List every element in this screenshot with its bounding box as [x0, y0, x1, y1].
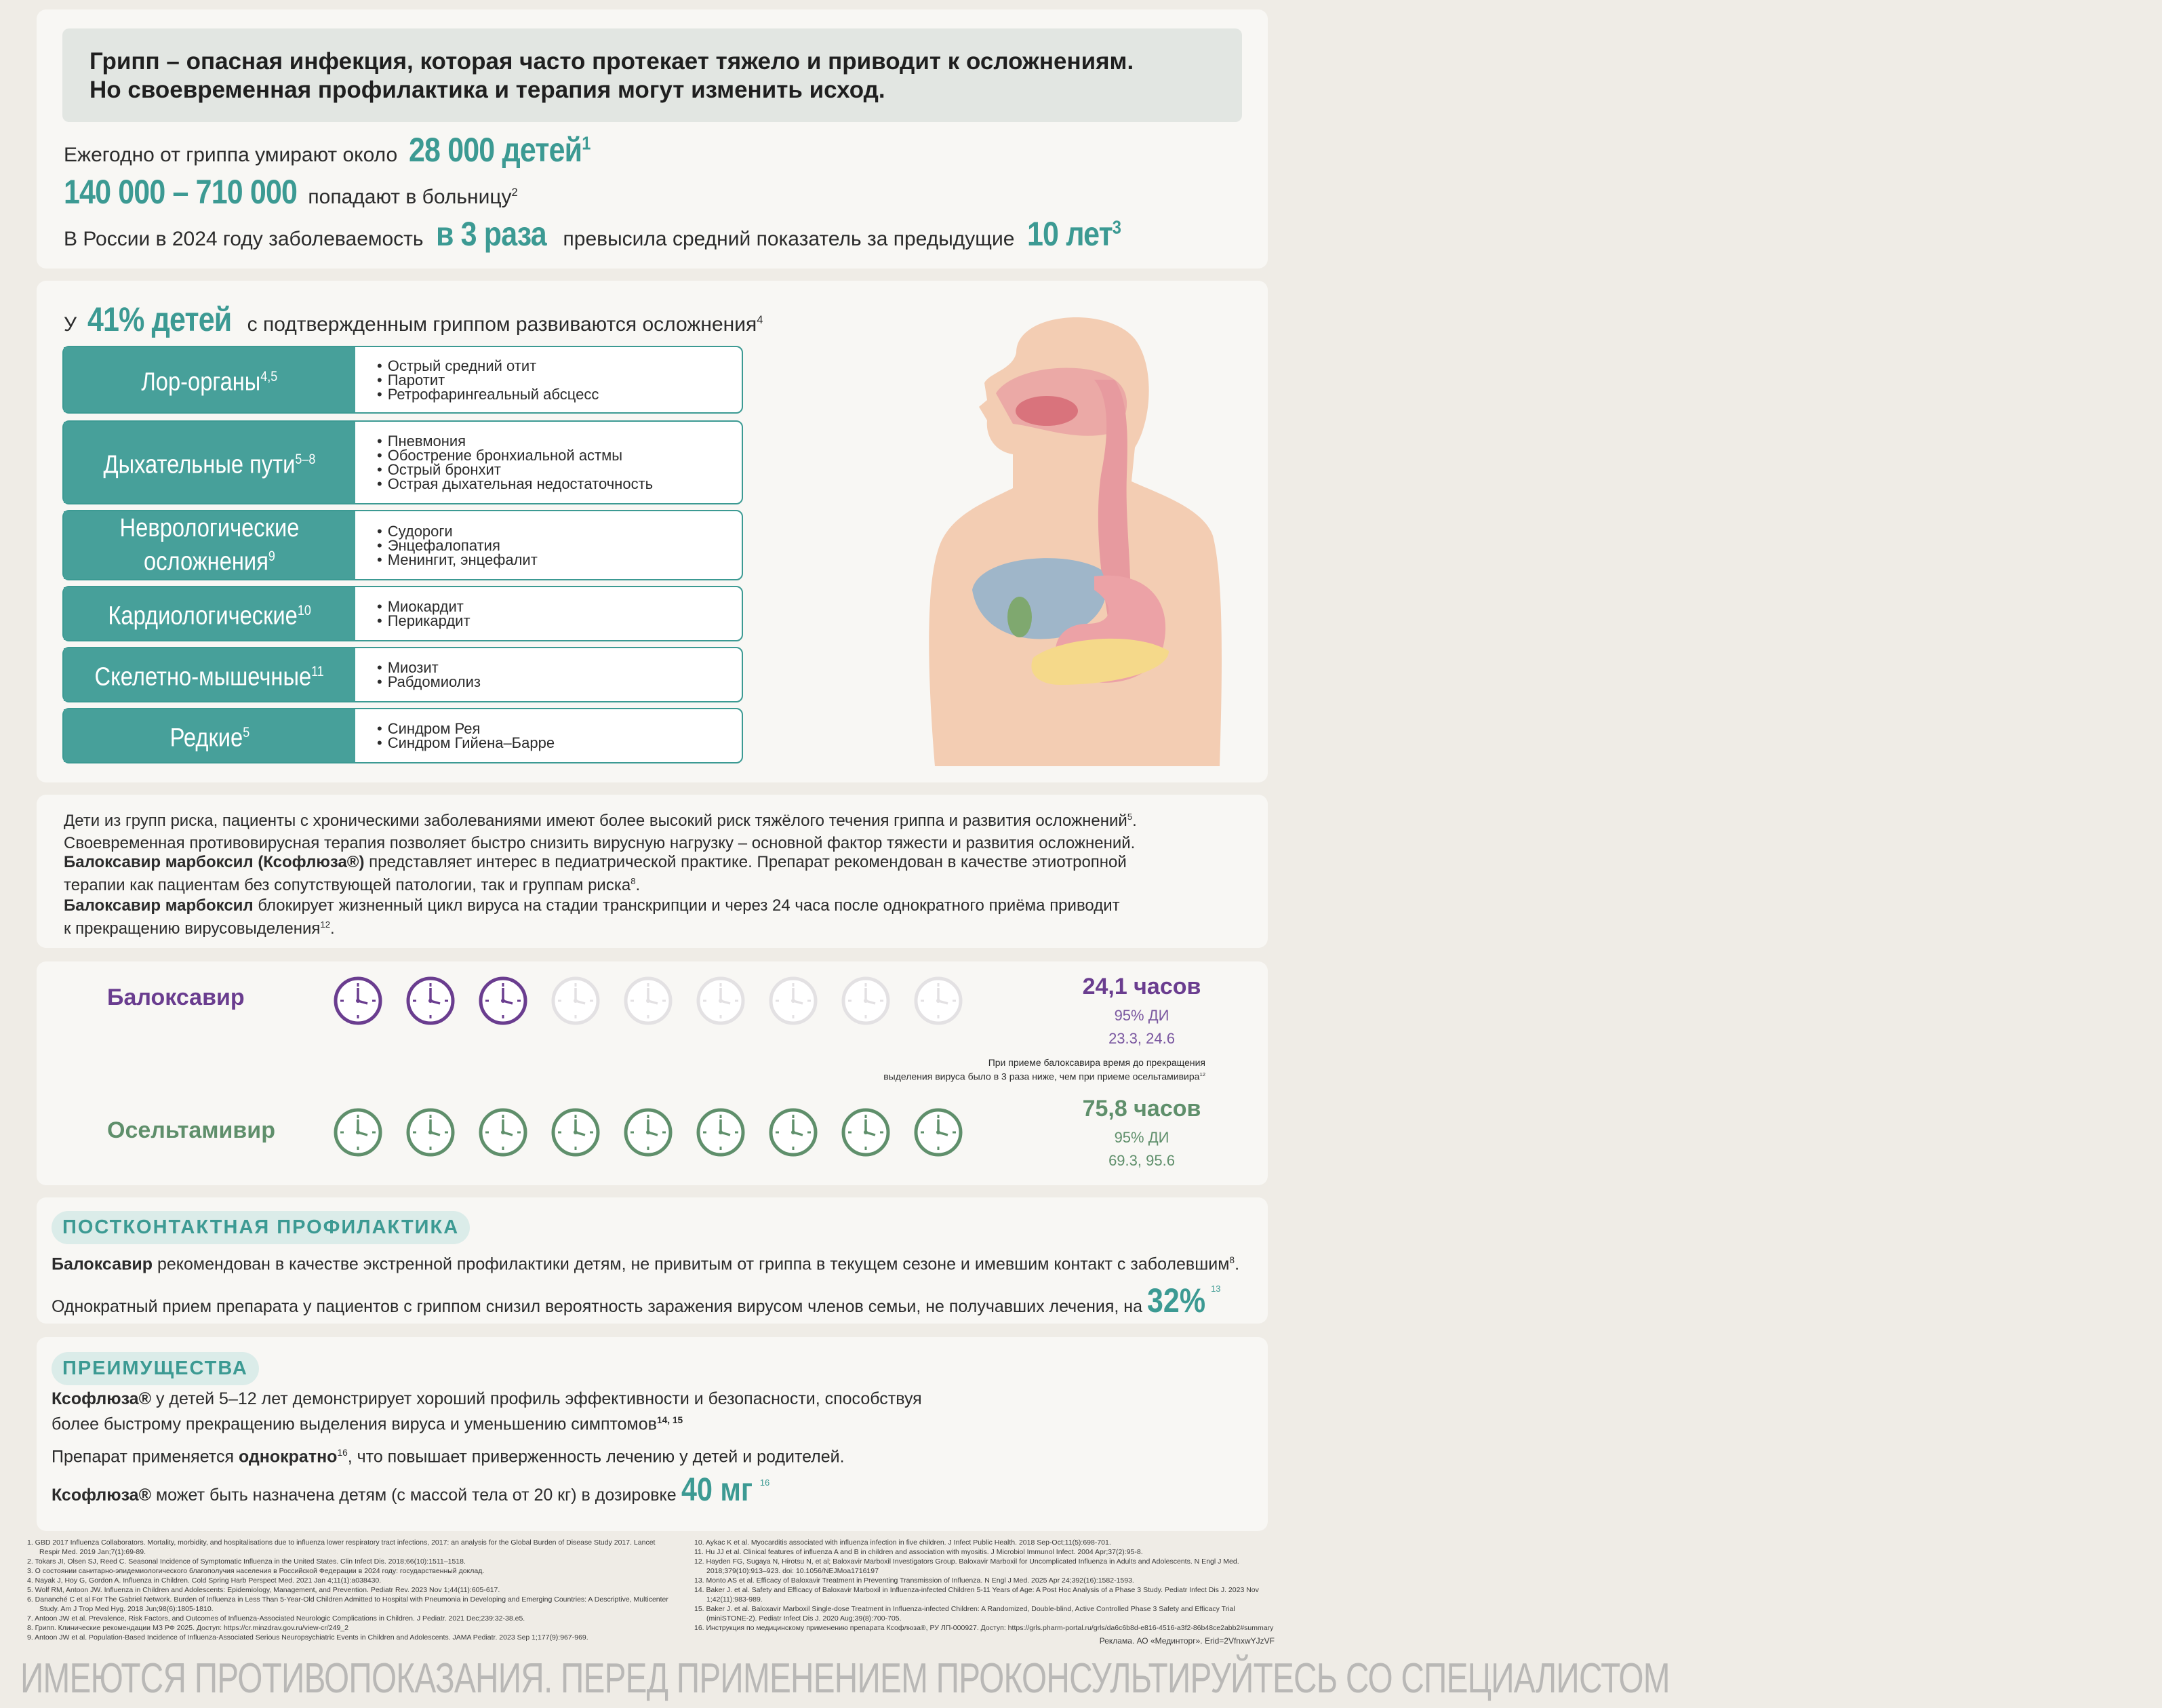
complication-list [355, 648, 481, 701]
complications-card [37, 281, 1268, 782]
references-right [694, 1538, 1279, 1633]
header-line-2: Но своевременная профилактика и терапия могут изменить исход. [89, 77, 885, 103]
advantages-line-1: Ксофлюза® у детей 5–12 лет демонстрирует хороший профиль эффективности и безопасности, способствуя более быстрому прекращению выделения вируса и уменьшению симптомов$^{14, 15}$ [52, 1389, 922, 1434]
clock-icon [767, 1107, 819, 1158]
reference-item: 8. Грипп. Клинические рекомендации МЗ РФ 2025. Доступ: https://cr.minzdrav.gov.ru/view-cr/249_2 [27, 1624, 348, 1632]
reference-item: 2. Tokars JI, Olsen SJ, Reed C. Seasonal Incidence of Symptomatic Influenza in the United States. Clin Infect Dis. 2018;66(10):1511–1518. [27, 1557, 466, 1566]
dose-value: 40 мг [681, 1472, 753, 1508]
clock-icon [695, 1107, 746, 1158]
ad-note: Реклама. АО «Мединторг». Erid=2VfnxwYJzVF [1099, 1636, 1275, 1646]
header-banner [62, 28, 1242, 122]
clock-icon [477, 1107, 529, 1158]
advantages-line-2: Препарат применяется однократно$^{16}$, что повышает приверженность лечению у детей и родителей. [52, 1447, 845, 1467]
deaths-value: 28 000 детей [408, 131, 582, 169]
list-item: • Острый средний отит [389, 359, 599, 373]
info-paragraph-3: Балоксавир марбоксил блокирует жизненный цикл вируса на стадии транскрипции и через 24 часа после однократного приёма приводит к прекращению вирусовыделения$^{12}$. [64, 896, 1120, 938]
reference-item: 7. Antoon JW et al. Prevalence, Risk Factors, and Outcomes of Influenza-Associated Neurologic Complications in Children. J Pediatr. 2021 Dec;239:32-38.e5. [27, 1614, 525, 1623]
reference-item: 16. Инструкция по медицинскому применению препарата Ксофлюза®, РУ ЛП-000927. Доступ: https://grls.pharm-portal.ru/grls/da6c6b8d-e816-4516-a3f2-86b48ce2abb2#summary [694, 1624, 1274, 1632]
list-item: • Синдром Рея [389, 721, 555, 736]
list-item: • Паротит [389, 373, 599, 387]
reference-item: 10. Aykac K et al. Myocarditis associated with influenza infection in five children. J Infect Public Health. 2018 Sep-Oct;11(5):698-701. [694, 1538, 1111, 1547]
reference-item: 4. Nayak J, Hoy G, Gordon A. Influenza in Children. Cold Spring Harb Perspect Med. 2021 Jan 4;11(1):a038430. [27, 1576, 382, 1585]
reference-item: 3. О состоянии санитарно-эпидемиологического благополучия населения в Российской Федерации в 2024 году: государственный доклад. [27, 1567, 485, 1575]
info-paragraph-2: Своевременная противовирусная терапия позволяет быстро снизить вирусную нагрузку – основной фактор тяжести и развития осложнений. Балоксавир марбоксил (Ксофлюза®) представляет интерес в педиатрической практике. Препарат рекомендован в качестве этиотропной терапии как пациентам без сопутствующей патологии, так и группам риска$^8$. [64, 834, 1136, 894]
complication-row-cardio: Кардиологические$^{10}$ • Миокардит • Перикардит [62, 586, 743, 641]
info-paragraph-1: Дети из групп риска, пациенты с хроническими заболеваниями имеют более высокий риск тяжёлого течения гриппа и развития осложнений$^5$. [64, 812, 1137, 830]
hospital-stat: 140 000 – 710 000 попадают в больницу$^2$ [64, 173, 518, 211]
clock-icon [840, 1107, 892, 1158]
complication-label: Редкие [169, 723, 243, 753]
oseltamivir-hours: 75,8 часов [1082, 1096, 1201, 1121]
list-item: • Обострение бронхиальной астмы [389, 448, 653, 462]
reference-item: 5. Wolf RM, Antoon JW. Influenza in Children and Adolescents: Epidemiology, Management, and Prevention. Pediatr Rev. 2023 Nov 1;44(11):605-617. [27, 1586, 500, 1594]
advantages-card [37, 1337, 1268, 1531]
advantages-line-3: Ксофлюза® может быть назначена детям (с массой тела от 20 кг) в дозировке 40 мг $^{16}$ [52, 1472, 770, 1508]
baloxavir-result: 24,1 часов 95% ДИ 23.3, 24.6 [1060, 974, 1223, 1048]
clock-icon [477, 975, 529, 1027]
reference-item: 6. Dananché C et al For The Gabriel Network. Burden of Influenza in Less Than 5-Year-Old Children Admitted to Hospital with Pneumonia in Developing and Emerging Countries: A Descriptive, Multicenter Study. Am J Trop Med Hyg. 2018 Jun;98(6):1805-1810. [27, 1595, 668, 1613]
complications-value: 41% детей [87, 300, 232, 338]
complication-label: Неврологические [119, 514, 300, 543]
clock-icon [550, 1107, 601, 1158]
deaths-stat: Ежегодно от гриппа умирают около 28 000 детей$^1$ [64, 131, 590, 169]
complications-intro: У 41% детей с подтвержденным гриппом развиваются осложнения$^4$ [64, 300, 763, 338]
complication-label: Дыхательные пути [103, 450, 296, 479]
complication-list [355, 422, 653, 503]
complication-row-lor: Лор-органы$^{4,5}$ • Острый средний отит • Паротит • Ретрофарингеальный абсцесс [62, 346, 743, 414]
complication-row-respiratory: Дыхательные пути$^{5-8}$ • Пневмония • Обострение бронхиальной астмы • Острый бронхит • Острая дыхательная недостаточность [62, 420, 743, 504]
clock-icon [332, 975, 384, 1027]
prophylaxis-line-2: Однократный прием препарата у пациентов с гриппом снизил вероятность заражения вирусом членов семьи, не получавших лечения, на 32% $^{13}$ [52, 1282, 1221, 1319]
complication-list [355, 347, 599, 412]
clock-icon [405, 975, 456, 1027]
list-item: • Пневмония [389, 434, 653, 448]
list-item: • Ретрофарингеальный абсцесс [389, 387, 599, 401]
advantages-title: ПРЕИМУЩЕСТВА [52, 1352, 259, 1385]
oseltamivir-label: Осельтамивир [107, 1117, 275, 1143]
clock-icon [767, 975, 819, 1027]
complication-list [355, 511, 538, 579]
complication-list [355, 587, 471, 640]
baloxavir-label: Балоксавир [107, 985, 245, 1010]
oseltamivir-result: 75,8 часов 95% ДИ 69.3, 95.6 [1060, 1096, 1223, 1170]
clock-icon [405, 1107, 456, 1158]
list-item: • Острая дыхательная недостаточность [389, 477, 653, 491]
russia-stat: В России в 2024 году заболеваемость в 3 раза превысила средний показатель за предыдущие 10 лет$^3$ [64, 215, 1121, 253]
complication-label: Скелетно-мышечные [94, 662, 312, 692]
info-card [37, 795, 1268, 948]
reference-item: 9. Antoon JW et al. Population-Based Incidence of Influenza-Associated Serious Neuropsychiatric Events in Children and Adolescents. JAMA Pediatr. 2023 Sep 1;177(9):967-969. [27, 1633, 588, 1642]
clock-icon [332, 1107, 384, 1158]
complication-row-neuro: Неврологические осложнения$^9$ • Судороги • Энцефалопатия • Менингит, энцефалит [62, 510, 743, 580]
reference-item: 11. Hu JJ et al. Clinical features of influenza A and B in children and association with myositis. J Microbiol Immunol Infect. 2004 Apr;37(2):95-8. [694, 1548, 1143, 1556]
prophylaxis-line-1: Балоксавир рекомендован в качестве экстренной профилактики детям, не привитым от гриппа в текущем сезоне и имевшим контакт с заболевшим$^8$. [52, 1254, 1240, 1274]
header-line-1: Грипп – опасная инфекция, которая часто протекает тяжело и приводит к осложнениям. [89, 48, 1134, 75]
complication-label: Кардиологические [108, 601, 298, 631]
list-item: • Энцефалопатия [389, 538, 538, 553]
list-item: • Судороги [389, 524, 538, 538]
list-item: • Синдром Гийена–Барре [389, 736, 555, 750]
clock-icon [913, 1107, 964, 1158]
prophylaxis-title: ПОСТКОНТАКТНАЯ ПРОФИЛАКТИКА [52, 1211, 470, 1244]
prophylaxis-card [37, 1197, 1268, 1324]
russia-years: 10 лет [1026, 215, 1113, 253]
comparison-card [37, 961, 1268, 1185]
references-left [27, 1538, 671, 1642]
complication-label: Лор-органы [141, 368, 261, 397]
clock-icon [913, 975, 964, 1027]
comparison-note: При приеме балоксавира время до прекращения выделения вируса было в 3 раза ниже, чем при приеме осельтамивира$^{12}$ [883, 1057, 1205, 1082]
russia-value: в 3 раза [435, 215, 546, 253]
reference-item: 1. GBD 2017 Influenza Collaborators. Mortality, morbidity, and hospitalisations due to influenza lower respiratory tract infections, 2017: an analysis for the Global Burden of Disease Study 2017. Lancet Respir Med. 2019 Jan;7(1):69-89. [27, 1538, 656, 1556]
list-item: • Миозит [389, 660, 481, 675]
clock-icon [840, 975, 892, 1027]
reference-item: 14. Baker J. et al. Safety and Efficacy of Baloxavir Marboxil in Influenza-infected Children 5-11 Years of Age: A Post Hoc Analysis of a Phase 3 Study. Pediatr Infect Dis J. 2023 Nov 1;42(11):983-989. [694, 1586, 1259, 1604]
clock-icon [622, 1107, 674, 1158]
hospital-value: 140 000 – 710 000 [64, 173, 298, 211]
clock-icon [550, 975, 601, 1027]
complication-list [355, 709, 555, 762]
list-item: • Перикардит [389, 614, 471, 628]
baloxavir-hours: 24,1 часов [1082, 974, 1201, 999]
prophylaxis-value: 32% [1146, 1282, 1206, 1319]
reference-item: 13. Monto AS et al. Efficacy of Baloxavir Treatment in Preventing Transmission of Influenza. N Engl J Med. 2025 Apr 24;392(16):1582-1593. [694, 1576, 1134, 1585]
stats-card [37, 9, 1268, 269]
contraindications-footer: ИМЕЮТСЯ ПРОТИВОПОКАЗАНИЯ. ПЕРЕД ПРИМЕНЕНИЕМ ПРОКОНСУЛЬТИРУЙТЕСЬ СО СПЕЦИАЛИСТОМ [20, 1655, 1670, 1702]
clock-icon [622, 975, 674, 1027]
reference-item: 12. Hayden FG, Sugaya N, Hirotsu N, et al; Baloxavir Marboxil Investigators Group. Baloxavir Marboxil for Uncomplicated Influenza in Adults and Adolescents. N Engl J Med. 2018;379(10):913–923. doi: 10.1056/NEJMoa1716197 [694, 1557, 1239, 1575]
list-item: • Миокардит [389, 599, 471, 614]
complication-row-musculoskeletal: Скелетно-мышечные$^{11}$ • Миозит • Рабдомиолиз [62, 647, 743, 702]
list-item: • Рабдомиолиз [389, 675, 481, 689]
clock-icon [695, 975, 746, 1027]
anatomy-illustration [911, 305, 1237, 766]
complication-row-rare: Редкие$^5$ • Синдром Рея • Синдром Гийена–Барре [62, 708, 743, 763]
reference-item: 15. Baker J. et al. Baloxavir Marboxil Single-dose Treatment in Influenza-infected Children: A Randomized, Double-blind, Active Controlled Phase 3 Safety and Efficacy Trial (miniSTONE-2). Pediatr Infect Dis J. 2020 Aug;39(8):700-705. [694, 1605, 1235, 1623]
list-item: • Менингит, энцефалит [389, 553, 538, 567]
list-item: • Острый бронхит [389, 462, 653, 477]
